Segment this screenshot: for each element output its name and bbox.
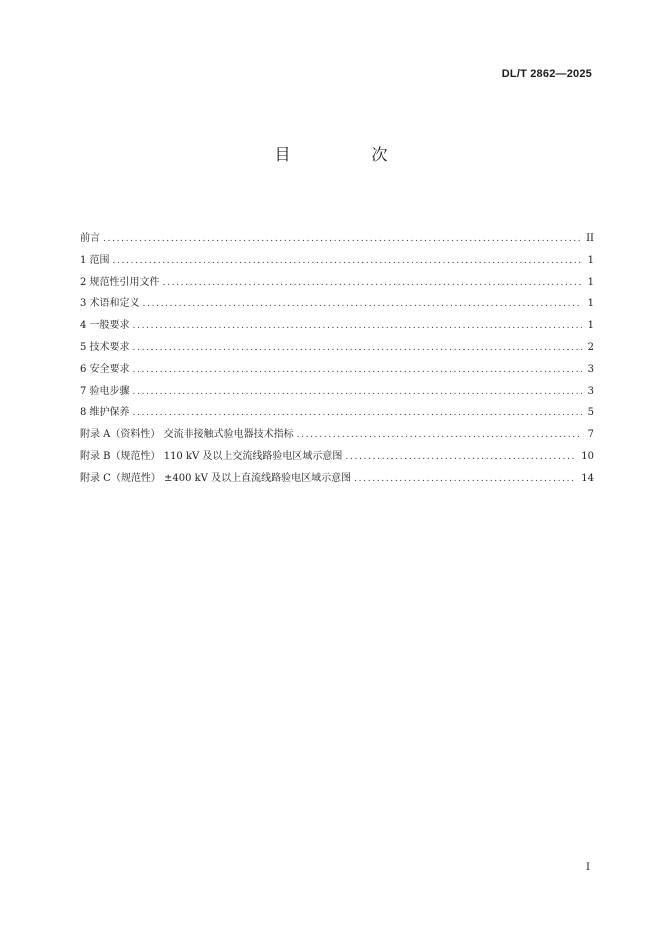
standard-code: DL/T 2862—2025 — [501, 68, 592, 80]
toc-entry-label: 3 术语和定义 — [80, 298, 140, 310]
toc-entry-label: 8 维护保养 — [80, 407, 130, 419]
toc-dot-leader — [163, 273, 582, 295]
page-number: I — [586, 862, 590, 873]
toc-entry-foreword[interactable] — [80, 228, 594, 250]
toc-entry-label: 4 一般要求 — [80, 320, 130, 332]
toc-entry-page: 1 — [587, 298, 594, 310]
toc-entry-page: 3 — [587, 385, 594, 397]
toc-entry-terms-definitions[interactable] — [80, 293, 594, 315]
toc-entry-label: 附录 B（规范性） 110 kV 及以上交流线路验电区域示意图 — [80, 450, 343, 462]
toc-entry-label: 6 安全要求 — [80, 363, 130, 375]
toc-entry-page: 5 — [587, 407, 594, 419]
toc-dot-leader — [133, 360, 582, 382]
page-title: 目 次 — [274, 145, 426, 164]
toc-entry-page: 1 — [587, 276, 594, 288]
toc-entry-normative-references[interactable] — [80, 272, 594, 294]
toc-dot-leader — [103, 229, 580, 251]
toc-entry-annex-a[interactable] — [80, 424, 594, 446]
toc-dot-leader — [354, 469, 575, 491]
toc-dot-leader — [113, 251, 582, 273]
toc-dot-leader — [133, 382, 582, 404]
toc-dot-leader — [133, 403, 582, 425]
toc-entry-page: 2 — [587, 341, 594, 353]
toc-dot-leader — [297, 425, 582, 447]
toc-entry-page: II — [586, 233, 594, 244]
toc-entry-page: 14 — [581, 472, 594, 484]
toc-entry-technical-requirements[interactable] — [80, 337, 594, 359]
toc-dot-leader — [133, 338, 582, 360]
toc-entry-page: 3 — [587, 363, 594, 375]
toc-entry-safety-requirements[interactable] — [80, 359, 594, 381]
toc-entry-general-requirements[interactable] — [80, 315, 594, 337]
toc-entry-annex-b[interactable] — [80, 446, 594, 468]
table-of-contents — [80, 228, 594, 490]
toc-entry-maintenance[interactable] — [80, 402, 594, 424]
toc-entry-annex-c[interactable] — [80, 468, 594, 490]
toc-entry-label: 附录 A（资料性） 交流非接触式验电器技术指标 — [80, 429, 294, 441]
toc-entry-scope[interactable] — [80, 250, 594, 272]
toc-entry-label: 2 规范性引用文件 — [80, 276, 160, 288]
toc-dot-leader — [345, 447, 575, 469]
toc-entry-label: 附录 C（规范性） ±400 kV 及以上直流线路验电区域示意图 — [80, 472, 352, 484]
toc-dot-leader — [143, 294, 582, 316]
toc-dot-leader — [133, 316, 582, 338]
toc-entry-label: 1 范围 — [80, 254, 110, 266]
toc-entry-verification-steps[interactable] — [80, 381, 594, 403]
toc-entry-page: 10 — [581, 450, 594, 462]
toc-entry-page: 1 — [587, 254, 594, 266]
toc-entry-label: 7 验电步骤 — [80, 385, 130, 397]
toc-entry-page: 7 — [587, 429, 594, 441]
toc-entry-label: 5 技术要求 — [80, 341, 130, 353]
toc-entry-label: 前言 — [80, 233, 100, 244]
toc-entry-page: 1 — [587, 320, 594, 332]
